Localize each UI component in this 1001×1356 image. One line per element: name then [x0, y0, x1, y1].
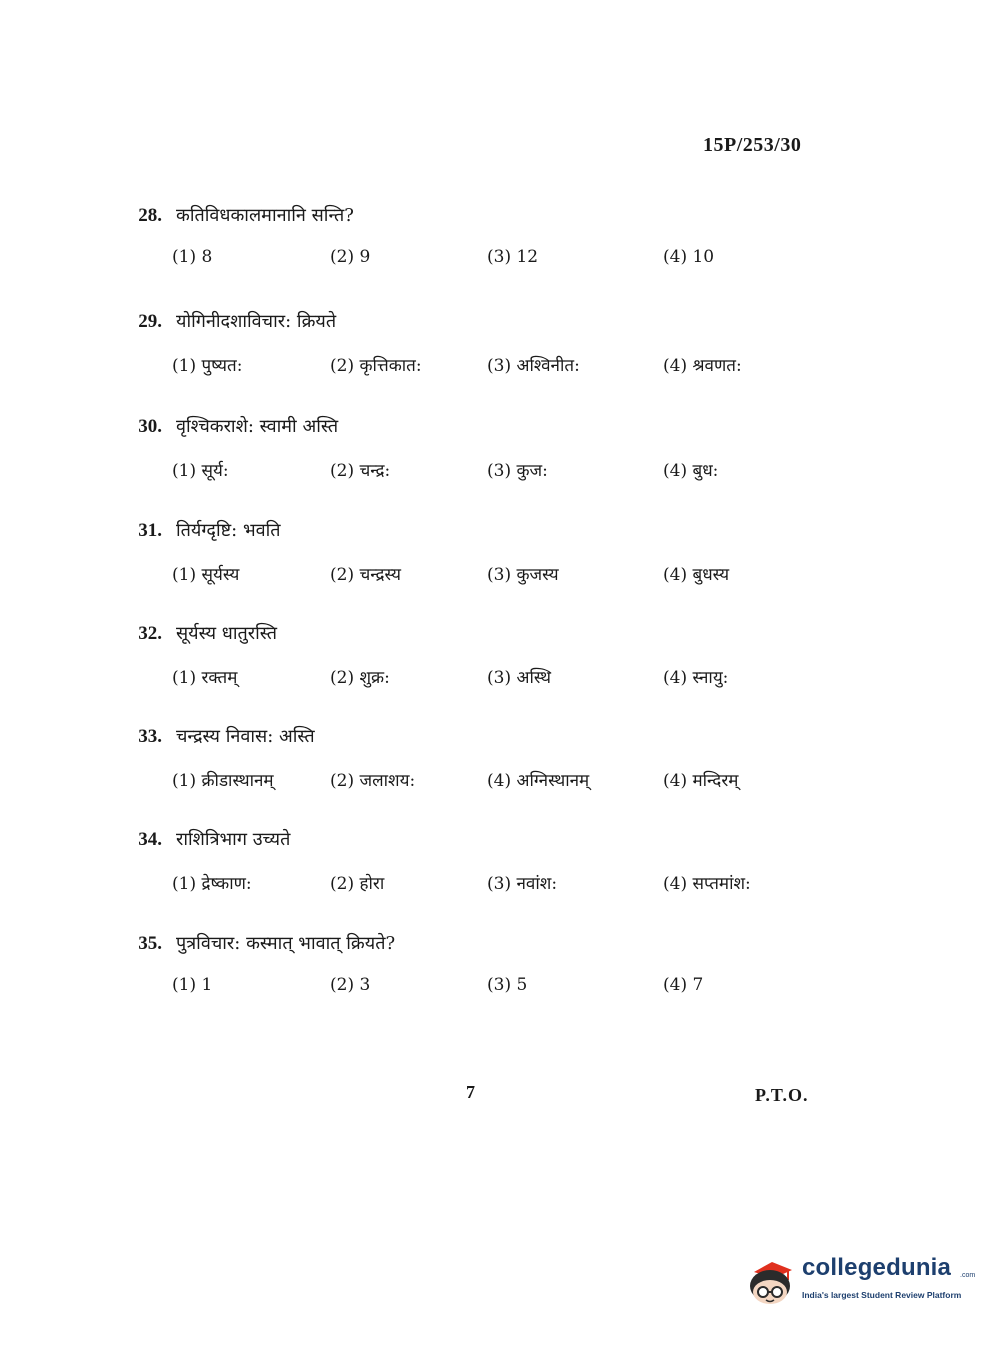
question-35	[0, 933, 1001, 1023]
option-4: (4) बुधस्य	[663, 565, 730, 585]
question-number: 31.	[138, 520, 162, 541]
question-number: 33.	[138, 726, 162, 747]
option-2: (2) 3	[330, 975, 371, 995]
question-number: 32.	[138, 623, 162, 644]
question-31	[0, 520, 1001, 610]
option-2: (2) 9	[330, 247, 371, 267]
page-number: 7	[466, 1082, 475, 1102]
paper-code: 15P/253/30	[703, 134, 802, 156]
question-29	[0, 311, 1001, 401]
mascot-logo-icon	[742, 1250, 798, 1310]
question-text: वृश्चिकराशे: स्वामी अस्ति	[176, 416, 339, 437]
question-number: 29.	[138, 311, 162, 332]
option-1: (1) 8	[172, 247, 213, 267]
option-3: (3) कुजस्य	[487, 565, 559, 585]
question-text: राशित्रिभाग उच्यते	[176, 829, 291, 850]
question-text: कतिविधकालमानानि सन्ति?	[176, 205, 354, 226]
option-2: (2) शुक्र:	[330, 668, 390, 688]
option-3: (3) अस्थि	[487, 668, 552, 688]
question-30	[0, 416, 1001, 506]
option-2: (2) चन्द्रस्य	[330, 565, 402, 585]
collegedunia-watermark	[742, 1250, 976, 1312]
option-1: (1) क्रीडास्थानम्	[172, 771, 274, 791]
question-text: चन्द्रस्य निवास: अस्ति	[176, 726, 315, 747]
option-4: (4) श्रवणत:	[663, 356, 742, 376]
question-text: योगिनीदशाविचार: क्रियते	[176, 311, 337, 332]
question-33	[0, 726, 1001, 816]
option-4: (4) सप्तमांश:	[663, 874, 751, 894]
option-3: (3) नवांश:	[487, 874, 558, 894]
option-1: (1) रक्तम्	[172, 668, 238, 688]
question-28	[0, 205, 1001, 295]
option-2: (2) चन्द्र:	[330, 461, 391, 481]
question-text: सूर्यस्य धातुरस्ति	[176, 623, 278, 644]
option-3: (3) कुज:	[487, 461, 548, 481]
question-number: 28.	[138, 205, 162, 226]
question-number: 35.	[138, 933, 162, 954]
option-1: (1) द्रेष्काण:	[172, 874, 252, 894]
option-4: (4) स्नायु:	[663, 668, 729, 688]
question-number: 30.	[138, 416, 162, 437]
question-number: 34.	[138, 829, 162, 850]
option-1: (1) सूर्य:	[172, 461, 229, 481]
option-3: (3) 5	[487, 975, 528, 995]
option-4: (4) 7	[663, 975, 704, 995]
option-2: (2) जलाशय:	[330, 771, 416, 791]
option-3: (3) 12	[487, 247, 539, 267]
option-4: (4) 10	[663, 247, 715, 267]
option-2: (2) होरा	[330, 874, 385, 894]
question-text: पुत्रविचार: कस्मात् भावात् क्रियते?	[176, 933, 396, 954]
option-1: (1) 1	[172, 975, 213, 995]
brand-tagline: India's largest Student Review Platform	[802, 1290, 962, 1300]
option-1: (1) सूर्यस्य	[172, 565, 240, 585]
option-4: (4) बुध:	[663, 461, 719, 481]
question-text: तिर्यग्दृष्टि: भवति	[176, 520, 281, 541]
brand-name: collegedunia	[802, 1254, 952, 1281]
question-34	[0, 829, 1001, 919]
option-3: (3) अश्विनीत:	[487, 356, 580, 376]
option-4: (4) मन्दिरम्	[663, 771, 739, 791]
option-1: (1) पुष्यत:	[172, 356, 243, 376]
option-2: (2) कृत्तिकात:	[330, 356, 422, 376]
pto-label: P.T.O.	[755, 1085, 809, 1105]
brand-suffix: .com	[960, 1272, 976, 1279]
question-32	[0, 623, 1001, 713]
option-3: (4) अग्निस्थानम्	[487, 771, 590, 791]
